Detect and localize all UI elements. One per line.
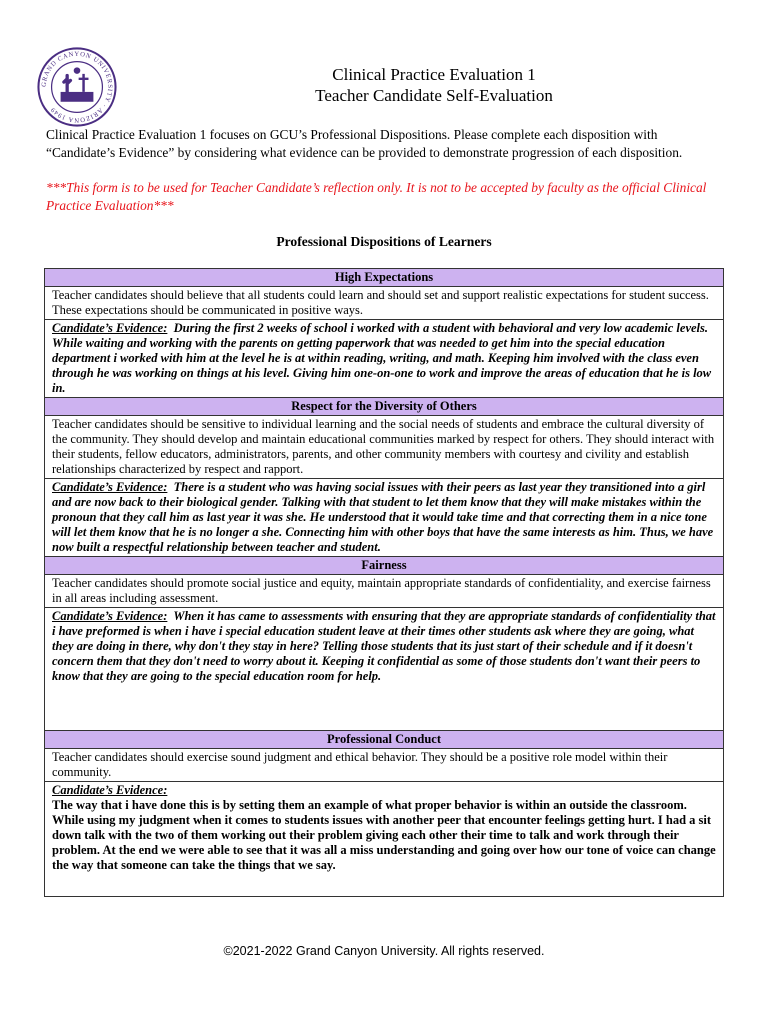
title-line-1: Clinical Practice Evaluation 1 — [332, 65, 536, 84]
svg-text:GRAND CANYON UNIVERSITY · ARIZ: GRAND CANYON UNIVERSITY · ARIZONA 1949 — [40, 50, 114, 124]
dispositions-table — [44, 268, 724, 897]
evidence-text: There is a student who was having social issues with their peers as last year they transitioned into a girl and are now back to their biological gender. Talking with that student to let them know that they will make mistakes within the pronoun that they call him as last year it was she. He understood that it would take time and that correcting them in a nice tone will let them know that he is no longer a she. Connecting him with other boys that have the same interests as him. Thus, we have now built a respectful relationship between teacher and student. — [52, 480, 714, 554]
candidate-evidence-cell[interactable] — [45, 608, 724, 731]
disposition-description: Teacher candidates should promote social justice and equity, maintain appropriate standards of confidentiality, and exercise fairness in all areas including assessment. — [45, 575, 724, 608]
intro-paragraph: Clinical Practice Evaluation 1 focuses on GCU’s Professional Dispositions. Please complete each disposition with “Candidate’s Evidence” by considering what evidence can be provided to demonstrate progression of each disposition. — [46, 127, 683, 160]
candidate-evidence-cell[interactable] — [45, 479, 724, 557]
disposition-heading: Professional Conduct — [45, 731, 724, 749]
disposition-heading: Fairness — [45, 557, 724, 575]
copyright-footer: ©2021-2022 Grand Canyon University. All rights reserved. — [223, 944, 545, 958]
evidence-label: Candidate’s Evidence: — [52, 321, 168, 335]
disposition-description: Teacher candidates should be sensitive to individual learning and the social needs of students and embrace the cultural diversity of the community. They should develop and maintain educational communities marked by respect for others. They should interact with their students, fellow educators, administrators, parents, and other community members with courtesy and civility and establish relationships characterized by respect and rapport. — [45, 416, 724, 479]
university-seal-logo — [36, 46, 118, 128]
disposition-heading: Respect for the Diversity of Others — [45, 398, 724, 416]
disposition-description: Teacher candidates should believe that all students could learn and should set and support realistic expectations for student success. These expectations should be communicated in positive ways. — [45, 287, 724, 320]
evidence-text: During the first 2 weeks of school i worked with a student with behavioral and very low academic levels. While waiting and working with the parents on getting paperwork that was needed to get him into the special education department i worked with him at the level he is at within reading, writing, and math. Keeping him involved with the class even through he was working on things at his level. Giving him one-on-one to work and improve the areas of education that he is low in. — [52, 321, 712, 395]
evidence-text: The way that i have done this is by setting them an example of what proper behavior is within an outside the classroom. While using my judgment when it comes to students issues with another peer that encounter feelings getting hurt. I had a sit down talk with the two of them working out their problem giving each other their time to talk and work through their problem. At the end we were able to see that it was all a miss understanding and going over how our tone of voice can change the way that someone can take the things that we say. — [52, 798, 716, 872]
reflection-notice: ***This form is to be used for Teacher Candidate’s reflection only. It is not to be accepted by faculty as the official Clinical Practice Evaluation*** — [46, 180, 707, 213]
document-title — [140, 64, 728, 106]
evidence-label: Candidate’s Evidence: — [52, 480, 168, 494]
title-line-2: Teacher Candidate Self-Evaluation — [315, 86, 553, 105]
evidence-label: Candidate’s Evidence: — [52, 609, 168, 623]
candidate-evidence-cell[interactable] — [45, 782, 724, 897]
disposition-description: Teacher candidates should exercise sound judgment and ethical behavior. They should be a positive role model within their community. — [45, 749, 724, 782]
evidence-label: Candidate’s Evidence: — [52, 783, 168, 797]
candidate-evidence-cell[interactable] — [45, 320, 724, 398]
evidence-text: When it has came to assessments with ensuring that they are appropriate standards of confidentiality that i have preformed is when i have i special education student leave at their times other students ask where they are going, what they are doing in there, why don't they stay in here? Telling those students that its just start of their schedule and if it doesn't concern them that they don't need to worry about it. Keeping it confidential as some of those students don't want their peers to know that they are going to the special education room for help. — [52, 609, 716, 683]
disposition-heading: High Expectations — [45, 269, 724, 287]
section-heading: Professional Dispositions of Learners — [276, 234, 492, 249]
